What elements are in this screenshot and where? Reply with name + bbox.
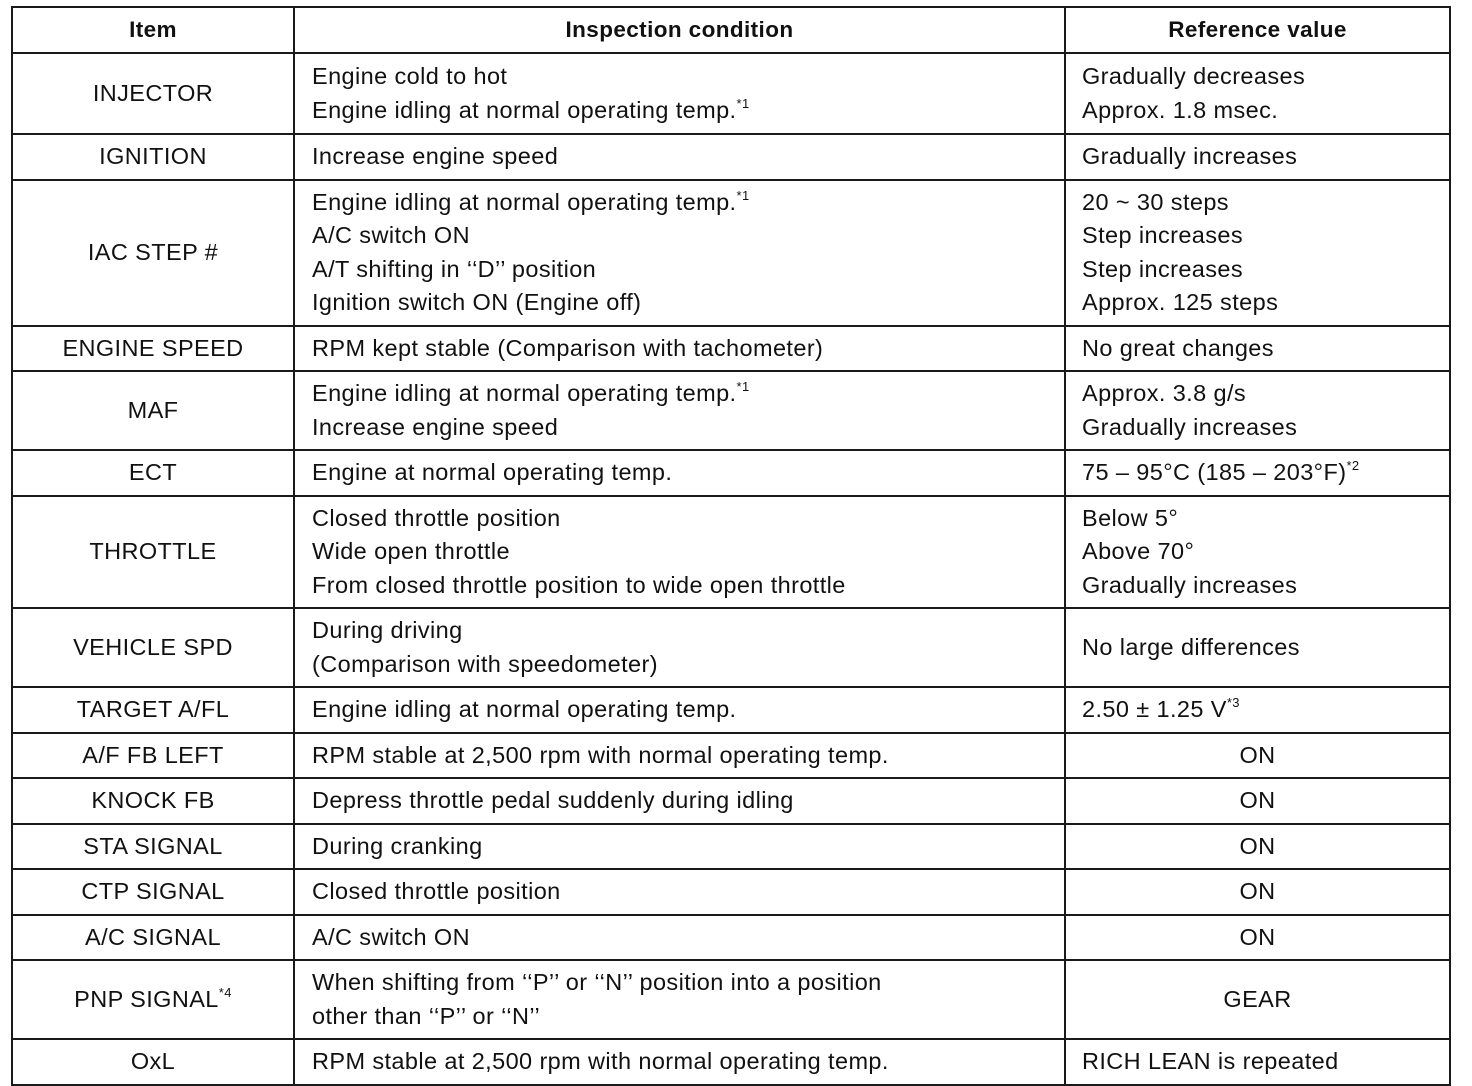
data-monitor-table xyxy=(11,6,1451,1086)
condition-line-text: Closed throttle position xyxy=(312,878,561,904)
item-cell xyxy=(12,1039,294,1085)
reference-line-text: 20 ~ 30 steps xyxy=(1082,188,1229,215)
item-cell xyxy=(12,371,294,450)
reference-line xyxy=(1066,921,1449,955)
header-reference-value: Reference value xyxy=(1065,7,1450,53)
reference-line-text: No large differences xyxy=(1082,633,1300,660)
item-cell xyxy=(12,915,294,961)
reference-line xyxy=(1066,739,1449,773)
condition-line xyxy=(312,569,1064,603)
reference-line-text: Step increases xyxy=(1082,222,1244,248)
item-name: CTP SIGNAL xyxy=(81,878,225,904)
condition-line-text: other than ‘‘P’’ or ‘‘N’’ xyxy=(312,1002,541,1029)
item-name: ECT xyxy=(128,459,178,485)
reference-line xyxy=(1082,456,1449,490)
condition-line-text: A/T shifting in ‘‘D’’ position xyxy=(312,255,597,282)
condition-line-text: During cranking xyxy=(312,832,483,859)
table-row xyxy=(12,733,1450,779)
inspection-condition-cell xyxy=(294,824,1065,870)
reference-line-text: Gradually increases xyxy=(1082,571,1298,598)
condition-line xyxy=(312,1000,1064,1034)
condition-line-text: Engine idling at normal operating temp. xyxy=(312,380,737,406)
condition-line xyxy=(312,253,1064,287)
table-row xyxy=(12,608,1450,687)
item-cell xyxy=(12,824,294,870)
reference-value-cell xyxy=(1065,371,1450,450)
reference-value-cell xyxy=(1065,326,1450,372)
item-cell xyxy=(12,53,294,134)
inspection-condition-cell xyxy=(294,608,1065,687)
reference-line xyxy=(1082,1045,1449,1079)
table-row xyxy=(12,869,1450,915)
condition-line xyxy=(312,219,1064,253)
reference-line-text: GEAR xyxy=(1223,985,1292,1012)
reference-value-cell xyxy=(1065,608,1450,687)
condition-line xyxy=(312,648,1064,682)
reference-value-cell xyxy=(1065,1039,1450,1085)
table-row xyxy=(12,778,1450,824)
footnote-marker: *1 xyxy=(736,379,750,394)
table-row xyxy=(12,496,1450,609)
reference-line-text: Gradually increases xyxy=(1082,413,1298,440)
reference-value-cell xyxy=(1065,915,1450,961)
condition-line xyxy=(312,286,1064,320)
item-name: A/C SIGNAL xyxy=(85,923,221,950)
item-name: VEHICLE SPD xyxy=(73,633,233,660)
inspection-condition-cell xyxy=(294,53,1065,134)
reference-line xyxy=(1082,60,1449,94)
table-row xyxy=(12,960,1450,1039)
item-cell xyxy=(12,960,294,1039)
item-name: TARGET A/FL xyxy=(76,696,230,722)
inspection-condition-cell xyxy=(294,915,1065,961)
item-cell xyxy=(12,180,294,326)
condition-line-text: Engine idling at normal operating temp. xyxy=(312,696,737,722)
reference-line-text: Gradually decreases xyxy=(1082,63,1306,89)
reference-line xyxy=(1066,830,1449,864)
reference-line-text: ON xyxy=(1239,832,1276,859)
condition-line xyxy=(312,94,1064,128)
condition-line xyxy=(312,921,1064,955)
table-row xyxy=(12,53,1450,134)
condition-line xyxy=(312,60,1064,94)
reference-line-text: ON xyxy=(1239,923,1276,950)
reference-line-text: RICH LEAN is repeated xyxy=(1082,1048,1339,1074)
footnote-marker: *1 xyxy=(736,187,750,203)
condition-line-text: (Comparison with speedometer) xyxy=(312,650,658,677)
item-cell xyxy=(12,326,294,372)
reference-line xyxy=(1082,219,1449,253)
table-row xyxy=(12,450,1450,496)
item-cell xyxy=(12,134,294,180)
inspection-condition-cell xyxy=(294,687,1065,733)
reference-line xyxy=(1082,94,1449,128)
reference-value-cell xyxy=(1065,733,1450,779)
table-row xyxy=(12,326,1450,372)
condition-line-text: Ignition switch ON (Engine off) xyxy=(312,289,642,315)
condition-line xyxy=(312,332,1064,366)
reference-value-cell xyxy=(1065,778,1450,824)
reference-line xyxy=(1082,332,1449,366)
reference-line xyxy=(1082,569,1449,603)
item-cell xyxy=(12,733,294,779)
inspection-condition-cell xyxy=(294,733,1065,779)
table-row xyxy=(12,134,1450,180)
condition-line xyxy=(312,186,1064,220)
item-cell xyxy=(12,450,294,496)
item-cell xyxy=(12,496,294,609)
condition-line xyxy=(312,693,1064,727)
inspection-condition-cell xyxy=(294,1039,1065,1085)
footnote-marker: *4 xyxy=(218,984,232,1000)
reference-line xyxy=(1066,784,1449,818)
reference-line-text: 2.50 ± 1.25 V xyxy=(1082,696,1227,722)
item-name: STA SIGNAL xyxy=(83,832,223,859)
condition-line-text: RPM stable at 2,500 rpm with normal operating temp. xyxy=(312,741,889,768)
reference-line xyxy=(1082,186,1449,220)
reference-value-cell xyxy=(1065,450,1450,496)
reference-line-text: Below 5° xyxy=(1082,504,1179,531)
footnote-marker: *3 xyxy=(1226,695,1240,710)
table-row xyxy=(12,687,1450,733)
reference-line xyxy=(1082,377,1449,411)
item-name: MAF xyxy=(127,396,179,423)
reference-value-cell xyxy=(1065,496,1450,609)
inspection-condition-cell xyxy=(294,960,1065,1039)
reference-value-cell xyxy=(1065,53,1450,134)
condition-line-text: During driving xyxy=(312,617,463,643)
item-cell xyxy=(12,778,294,824)
condition-line xyxy=(312,502,1064,536)
reference-line xyxy=(1082,253,1449,287)
item-name: INJECTOR xyxy=(92,79,214,106)
inspection-condition-cell xyxy=(294,371,1065,450)
item-name: A/F FB LEFT xyxy=(82,741,224,768)
reference-line xyxy=(1082,535,1449,569)
condition-line-text: Increase engine speed xyxy=(312,413,559,440)
reference-line xyxy=(1082,693,1449,727)
condition-line xyxy=(312,456,1064,490)
item-name: ENGINE SPEED xyxy=(62,334,244,361)
condition-line-text: RPM stable at 2,500 rpm with normal operating temp. xyxy=(312,1048,889,1074)
condition-line-text: Engine cold to hot xyxy=(312,63,508,89)
table-row xyxy=(12,915,1450,961)
condition-line xyxy=(312,784,1064,818)
inspection-condition-cell xyxy=(294,496,1065,609)
reference-value-cell xyxy=(1065,687,1450,733)
reference-line xyxy=(1082,631,1449,665)
reference-line-text: Approx. 3.8 g/s xyxy=(1082,380,1247,406)
condition-line-text: A/C switch ON xyxy=(312,923,470,950)
table-row xyxy=(12,180,1450,326)
condition-line-text: Depress throttle pedal suddenly during idling xyxy=(312,787,794,813)
reference-line xyxy=(1066,875,1449,909)
condition-line xyxy=(312,966,1064,1000)
table-row xyxy=(12,824,1450,870)
item-name: IGNITION xyxy=(99,143,207,169)
condition-line xyxy=(312,739,1064,773)
reference-line xyxy=(1066,983,1449,1017)
reference-value-cell xyxy=(1065,180,1450,326)
condition-line-text: Increase engine speed xyxy=(312,143,559,169)
reference-line-text: ON xyxy=(1239,741,1276,768)
condition-line-text: RPM kept stable (Comparison with tachometer) xyxy=(312,334,824,361)
table-row xyxy=(12,371,1450,450)
reference-line-text: Gradually increases xyxy=(1082,143,1298,169)
header-inspection-condition: Inspection condition xyxy=(294,7,1065,53)
item-name: IAC STEP # xyxy=(87,238,219,265)
reference-line xyxy=(1082,140,1449,174)
reference-line xyxy=(1082,411,1449,445)
inspection-condition-cell xyxy=(294,778,1065,824)
reference-line xyxy=(1082,502,1449,536)
condition-line xyxy=(312,140,1064,174)
condition-line-text: A/C switch ON xyxy=(312,222,470,248)
condition-line xyxy=(312,535,1064,569)
inspection-condition-cell xyxy=(294,869,1065,915)
header-row xyxy=(12,7,1450,53)
condition-line xyxy=(312,411,1064,445)
item-name: KNOCK FB xyxy=(91,787,215,813)
reference-value-cell xyxy=(1065,869,1450,915)
condition-line-text: Engine idling at normal operating temp. xyxy=(312,96,737,123)
item-name: OxL xyxy=(130,1048,176,1074)
item-name: PNP SIGNAL xyxy=(74,985,219,1012)
table-row xyxy=(12,1039,1450,1085)
condition-line-text: Closed throttle position xyxy=(312,504,561,531)
condition-line-text: Engine at normal operating temp. xyxy=(312,459,673,485)
header-item: Item xyxy=(12,7,294,53)
reference-line-text: No great changes xyxy=(1082,334,1274,361)
condition-line xyxy=(312,614,1064,648)
inspection-condition-cell xyxy=(294,134,1065,180)
footnote-marker: *2 xyxy=(1346,458,1360,473)
reference-value-cell xyxy=(1065,134,1450,180)
condition-line xyxy=(312,377,1064,411)
reference-line xyxy=(1082,286,1449,320)
reference-line-text: Step increases xyxy=(1082,255,1244,282)
item-cell xyxy=(12,869,294,915)
item-cell xyxy=(12,687,294,733)
condition-line-text: Engine idling at normal operating temp. xyxy=(312,188,737,215)
condition-line-text: From closed throttle position to wide open throttle xyxy=(312,571,846,598)
reference-line-text: Approx. 1.8 msec. xyxy=(1082,96,1279,123)
inspection-condition-cell xyxy=(294,180,1065,326)
condition-line xyxy=(312,875,1064,909)
footnote-marker: *1 xyxy=(736,95,750,111)
reference-line-text: Approx. 125 steps xyxy=(1082,289,1279,315)
reference-line-text: Above 70° xyxy=(1082,538,1195,564)
condition-line xyxy=(312,1045,1064,1079)
item-name: THROTTLE xyxy=(89,538,217,564)
inspection-condition-cell xyxy=(294,326,1065,372)
inspection-condition-cell xyxy=(294,450,1065,496)
reference-line-text: 75 – 95°C (185 – 203°F) xyxy=(1082,459,1347,485)
reference-line-text: ON xyxy=(1239,787,1276,813)
reference-value-cell xyxy=(1065,960,1450,1039)
condition-line-text: When shifting from ‘‘P’’ or ‘‘N’’ position into a position xyxy=(312,969,882,995)
condition-line-text: Wide open throttle xyxy=(312,538,510,564)
reference-value-cell xyxy=(1065,824,1450,870)
item-cell xyxy=(12,608,294,687)
condition-line xyxy=(312,830,1064,864)
table-body xyxy=(12,53,1450,1085)
reference-line-text: ON xyxy=(1239,878,1276,904)
